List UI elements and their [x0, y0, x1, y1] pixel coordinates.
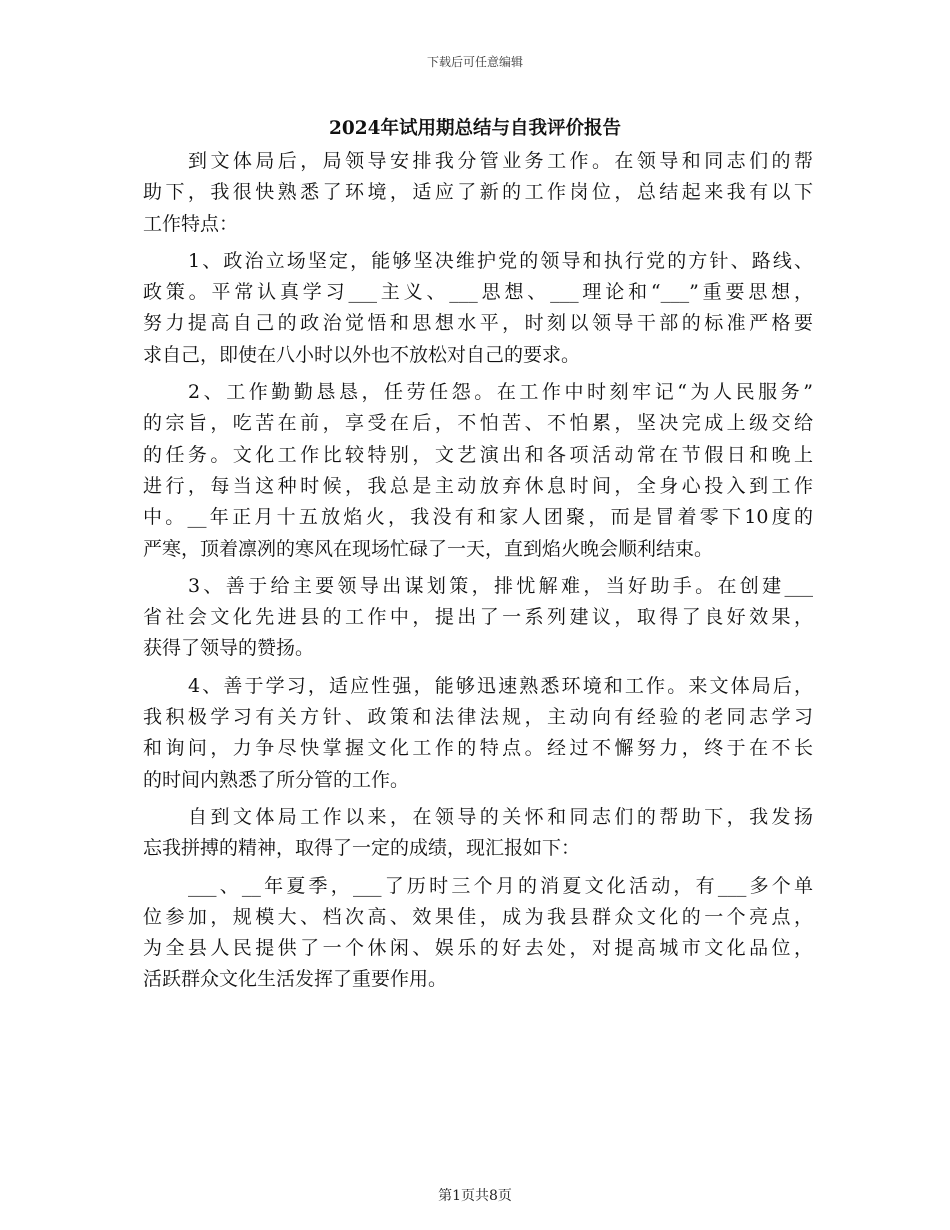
paragraph-line: 到文体局后，局领导安排我分管业务工作。在领导和同志们的帮 [188, 150, 813, 172]
paragraph-line: 4、善于学习，适应性强，能够迅速熟悉环境和工作。来文体局后， [188, 674, 813, 697]
document-body [143, 146, 813, 1002]
paragraph [143, 246, 813, 371]
paragraph [143, 146, 813, 240]
document-title: 2024年试用期总结与自我评价报告 [329, 118, 621, 139]
paragraph [143, 871, 813, 996]
paragraph [143, 571, 813, 665]
paragraph-line: 获得了领导的赞扬。 [143, 637, 315, 660]
paragraph-line: 省社会文化先进县的工作中，提出了一系列建议，取得了良好效果， [143, 606, 813, 629]
paragraph-line: ___、__年夏季，___了历时三个月的消夏文化活动，有___多个单 [188, 874, 813, 897]
header-note: 下载后可任意编辑 [426, 55, 523, 69]
paragraph-line: 进行，每当这种时候，我总是主动放弃休息时间，全身心投入到工作 [143, 474, 813, 497]
paragraph-line: 的宗旨，吃苦在前，享受在后，不怕苦、不怕累，坚决完成上级交给 [143, 412, 813, 435]
paragraph-line: 1、政治立场坚定，能够坚决维护党的领导和执行党的方针、路线、 [188, 249, 813, 272]
page-footer: 第1页共8页 [438, 1188, 512, 1204]
paragraph-line: 自到文体局工作以来，在领导的关怀和同志们的帮助下，我发扬 [188, 805, 813, 828]
paragraph-line: 3、善于给主要领导出谋划策，排忧解难，当好助手。在创建___ [188, 574, 813, 597]
paragraph-line: 位参加，规模大、档次高、效果佳，成为我县群众文化的一个亮点， [143, 905, 813, 928]
paragraph-line: 工作特点： [143, 212, 239, 235]
paragraph-line: 的时间内熟悉了所分管的工作。 [143, 768, 410, 791]
paragraph [143, 802, 813, 865]
paragraph-line: 活跃群众文化生活发挥了重要作用。 [143, 968, 448, 991]
paragraph-line: 和询问，力争尽快掌握文化工作的特点。经过不懈努力，终于在不长 [143, 737, 813, 760]
paragraph-line: 严寒，顶着凛冽的寒风在现场忙碌了一天，直到焰火晚会顺利结束。 [143, 537, 714, 560]
paragraph-line: 助下，我很快熟悉了环境，适应了新的工作岗位，总结起来我有以下 [143, 181, 813, 204]
paragraph-line: 2、工作勤勤恳恳，任劳任怨。在工作中时刻牢记“为人民服务” [188, 381, 813, 404]
paragraph-line: 努力提高自己的政治觉悟和思想水平，时刻以领导干部的标准严格要 [143, 312, 813, 335]
paragraph [143, 671, 813, 796]
paragraph [143, 377, 813, 565]
paragraph-line: 的任务。文化工作比较特别，文艺演出和各项活动常在节假日和晚上 [143, 443, 813, 466]
paragraph-line: 中。__年正月十五放焰火，我没有和家人团聚，而是冒着零下10度的 [143, 506, 813, 529]
paragraph-line: 求自己，即使在八小时以外也不放松对自己的要求。 [143, 343, 581, 366]
paragraph-line: 忘我拼搏的精神，取得了一定的成绩，现汇报如下： [143, 837, 581, 860]
paragraph-line: 我积极学习有关方针、政策和法律法规，主动向有经验的老同志学习 [143, 706, 813, 729]
paragraph-line: 为全县人民提供了一个休闲、娱乐的好去处，对提高城市文化品位， [143, 937, 813, 960]
paragraph-line: 政策。平常认真学习___主义、___思想、___理论和“___”重要思想， [143, 281, 813, 304]
